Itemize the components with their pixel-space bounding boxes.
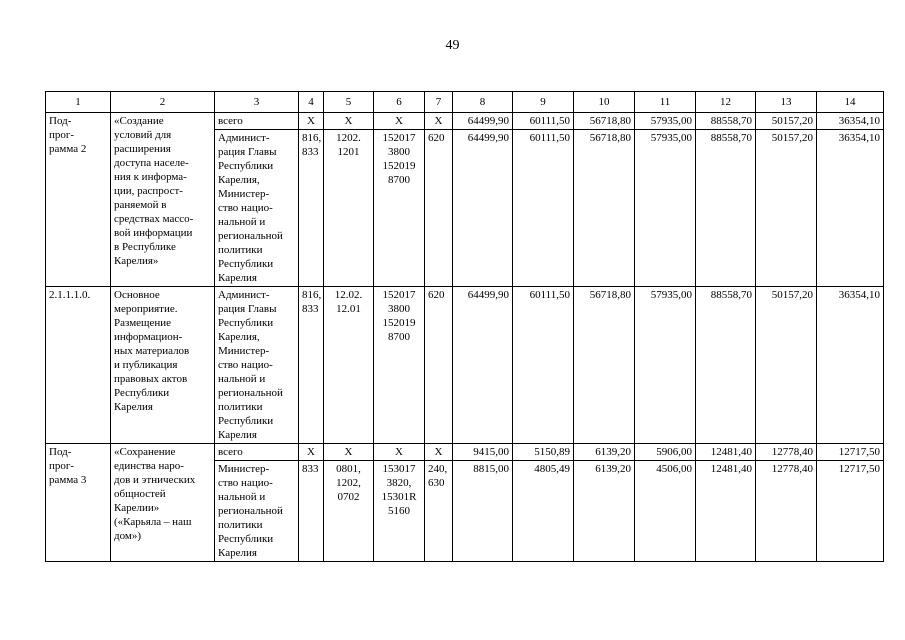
budget-table — [45, 91, 884, 562]
column-header: 13 — [756, 92, 817, 113]
value-cell: 36354,10 — [817, 287, 884, 444]
column-header: 14 — [817, 92, 884, 113]
expense-type-cell: 240, 630 — [425, 461, 453, 562]
value-cell: 6139,20 — [574, 461, 635, 562]
value-cell: 88558,70 — [696, 287, 756, 444]
value-cell: 12717,50 — [817, 444, 884, 461]
value-cell: 56718,80 — [574, 130, 635, 287]
table-header-row — [46, 92, 884, 113]
grbs-cell: 816, 833 — [299, 130, 324, 287]
value-cell: 36354,10 — [817, 130, 884, 287]
value-cell: 12778,40 — [756, 444, 817, 461]
expense-type-cell: Х — [425, 444, 453, 461]
column-header: 5 — [324, 92, 374, 113]
executor-cell: всего — [215, 444, 299, 461]
value-cell: 4805,49 — [513, 461, 574, 562]
value-cell: 57935,00 — [635, 113, 696, 130]
column-header: 11 — [635, 92, 696, 113]
column-header: 6 — [374, 92, 425, 113]
executor-cell: Админист- рация Главы Республики Карелия, Министер- ство нацио- нальной и региональной политики Республики Карелия — [215, 130, 299, 287]
target-article-cell: 153017 3820, 15301R 5160 — [374, 461, 425, 562]
row-name: Основное мероприятие. Размещение информацион- ных материалов и публикация правовых актов Республики Карелия — [111, 287, 215, 444]
row-name: «Создание условий для расширения доступа населе- ния к информа- ции, распрост- раняемой в средствах массо- вой информации в Республике Карелия» — [111, 113, 215, 287]
target-article-cell: Х — [374, 444, 425, 461]
grbs-cell: Х — [299, 444, 324, 461]
target-article-cell: 152017 3800 152019 8700 — [374, 287, 425, 444]
value-cell: 4506,00 — [635, 461, 696, 562]
column-header: 7 — [425, 92, 453, 113]
value-cell: 64499,90 — [453, 113, 513, 130]
expense-type-cell: 620 — [425, 130, 453, 287]
value-cell: 64499,90 — [453, 287, 513, 444]
executor-cell: Админист- рация Главы Республики Карелия, Министер- ство нацио- нальной и региональной политики Республики Карелия — [215, 287, 299, 444]
row-name: «Сохранение единства наро- дов и этнических общностей Карелии» («Карьяла – наш дом») — [111, 444, 215, 562]
column-header: 10 — [574, 92, 635, 113]
target-article-cell: Х — [374, 113, 425, 130]
value-cell: 5906,00 — [635, 444, 696, 461]
value-cell: 60111,50 — [513, 130, 574, 287]
executor-cell: Министер- ство нацио- нальной и региональной политики Республики Карелия — [215, 461, 299, 562]
value-cell: 12481,40 — [696, 461, 756, 562]
expense-type-cell: 620 — [425, 287, 453, 444]
value-cell: 56718,80 — [574, 113, 635, 130]
section-cell: 12.02. 12.01 — [324, 287, 374, 444]
table-row — [46, 113, 884, 130]
value-cell: 6139,20 — [574, 444, 635, 461]
value-cell: 12778,40 — [756, 461, 817, 562]
column-header: 3 — [215, 92, 299, 113]
grbs-cell: 833 — [299, 461, 324, 562]
table-row — [46, 444, 884, 461]
grbs-cell: Х — [299, 113, 324, 130]
value-cell: 9415,00 — [453, 444, 513, 461]
value-cell: 60111,50 — [513, 287, 574, 444]
value-cell: 36354,10 — [817, 113, 884, 130]
value-cell: 88558,70 — [696, 130, 756, 287]
column-header: 9 — [513, 92, 574, 113]
page-number: 49 — [445, 38, 460, 53]
value-cell: 64499,90 — [453, 130, 513, 287]
table-row — [46, 287, 884, 444]
row-code: 2.1.1.1.0. — [46, 287, 111, 444]
column-header: 4 — [299, 92, 324, 113]
value-cell: 50157,20 — [756, 130, 817, 287]
target-article-cell: 152017 3800 152019 8700 — [374, 130, 425, 287]
value-cell: 60111,50 — [513, 113, 574, 130]
value-cell: 12481,40 — [696, 444, 756, 461]
executor-cell: всего — [215, 113, 299, 130]
column-header: 8 — [453, 92, 513, 113]
section-cell: 1202. 1201 — [324, 130, 374, 287]
value-cell: 12717,50 — [817, 461, 884, 562]
column-header: 12 — [696, 92, 756, 113]
value-cell: 50157,20 — [756, 113, 817, 130]
row-code: Под- прог- рамма 2 — [46, 113, 111, 287]
value-cell: 57935,00 — [635, 130, 696, 287]
value-cell: 88558,70 — [696, 113, 756, 130]
value-cell: 5150,89 — [513, 444, 574, 461]
column-header: 2 — [111, 92, 215, 113]
grbs-cell: 816, 833 — [299, 287, 324, 444]
value-cell: 56718,80 — [574, 287, 635, 444]
section-cell: Х — [324, 113, 374, 130]
column-header: 1 — [46, 92, 111, 113]
expense-type-cell: Х — [425, 113, 453, 130]
value-cell: 57935,00 — [635, 287, 696, 444]
row-code: Под- прог- рамма 3 — [46, 444, 111, 562]
section-cell: Х — [324, 444, 374, 461]
value-cell: 8815,00 — [453, 461, 513, 562]
value-cell: 50157,20 — [756, 287, 817, 444]
section-cell: 0801, 1202, 0702 — [324, 461, 374, 562]
